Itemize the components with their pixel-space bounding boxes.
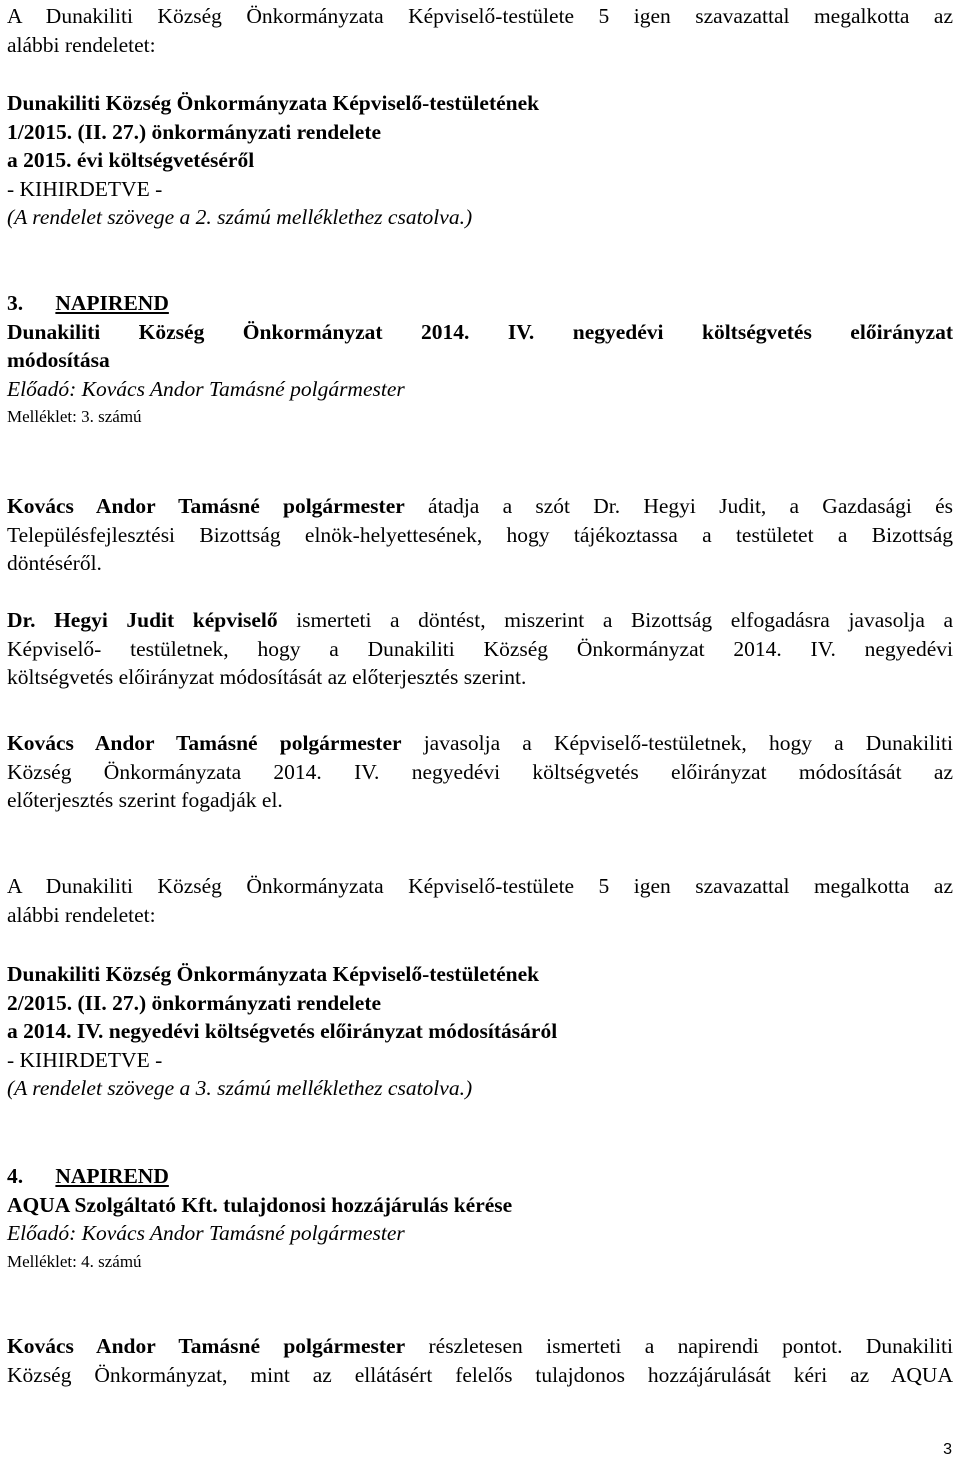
- paragraph-mayor-details: [7, 1332, 953, 1389]
- paragraph-line: költségvetés előirányzat módosítását az előterjesztés szerint.: [7, 665, 527, 689]
- paragraph-mayor-introduction: [7, 492, 953, 578]
- paragraph-line: [7, 1332, 953, 1361]
- resolution-1-title: [7, 89, 953, 232]
- speaker-name: Kovács Andor Tamásné polgármester: [7, 1334, 406, 1358]
- resolution-1-intro-line: alábbi rendeletet:: [7, 32, 156, 57]
- paragraph-text: átadja a szót Dr. Hegyi Judit, a Gazdasági és: [404, 494, 953, 518]
- resolution-2-title-line: a 2014. IV. negyedévi költségvetés előirányzat módosításáról: [7, 1019, 558, 1043]
- resolution-2-annex-note: (A rendelet szövege a 3. számú melléklethez csatolva.): [7, 1076, 473, 1100]
- agenda-item-3-title: Dunakiliti Község Önkormányzat 2014. IV. negyedévi költségvetés előirányzat: [7, 319, 953, 344]
- paragraph-line: [7, 492, 953, 521]
- agenda-item-3-title: módosítása: [7, 348, 110, 372]
- resolution-1-title-line: a 2015. évi költségvetéséről: [7, 148, 255, 172]
- agenda-item-4-title: AQUA Szolgáltató Kft. tulajdonosi hozzájárulás kérése: [7, 1192, 513, 1217]
- agenda-item-3-presenter: Előadó: Kovács Andor Tamásné polgármester: [7, 376, 405, 401]
- agenda-item-4-heading: [7, 1162, 953, 1191]
- paragraph-line: Településfejlesztési Bizottság elnök-helyettesének, hogy tájékoztassa a testületet a Bizottság: [7, 522, 953, 547]
- agenda-label: NAPIREND: [55, 1164, 169, 1188]
- paragraph-line: előterjesztés szerint fogadják el.: [7, 788, 283, 812]
- resolution-2-title-line: 2/2015. (II. 27.) önkormányzati rendelete: [7, 990, 382, 1015]
- agenda-item-4-presenter: Előadó: Kovács Andor Tamásné polgármester: [7, 1221, 405, 1245]
- paragraph-line: Község Önkormányzat, mint az ellátásért felelős tulajdonos hozzájárulását kéri az AQUA: [7, 1362, 953, 1387]
- resolution-2-intro-line: alábbi rendeletet:: [7, 902, 156, 927]
- agenda-item-4-attachment: Melléklet: 4. számú: [7, 1251, 142, 1271]
- paragraph-line: [7, 729, 953, 758]
- paragraph-committee-report: [7, 606, 953, 692]
- page-number: 3: [943, 1441, 952, 1458]
- paragraph-text: ismerteti a döntést, miszerint a Bizottság elfogadásra javasolja a: [277, 608, 953, 632]
- agenda-item-4: [7, 1162, 953, 1274]
- resolution-1-intro-line: A Dunakiliti Község Önkormányzata Képviselő-testülete 5 igen szavazattal megalkotta az: [7, 4, 953, 28]
- resolution-1-title-line: 1/2015. (II. 27.) önkormányzati rendelete: [7, 119, 382, 144]
- speaker-name: Kovács Andor Tamásné polgármester: [7, 731, 402, 755]
- paragraph-text: részletesen ismerteti a napirendi pontot. Dunakiliti: [405, 1334, 953, 1358]
- resolution-1-annex-note: (A rendelet szövege a 2. számú melléklethez csatolva.): [7, 205, 473, 229]
- speaker-name: Kovács Andor Tamásné polgármester: [7, 494, 405, 518]
- agenda-item-3-attachment: Melléklet: 3. számú: [7, 407, 142, 426]
- resolution-1-announce: - KIHIRDETVE -: [7, 176, 163, 201]
- resolution-2-announce: - KIHIRDETVE -: [7, 1047, 163, 1072]
- resolution-2-intro-line: A Dunakiliti Község Önkormányzata Képviselő-testülete 5 igen szavazattal megalkotta az: [7, 874, 953, 898]
- resolution-2-title: [7, 960, 953, 1103]
- resolution-1-title-line: Dunakiliti Község Önkormányzata Képviselő-testületének: [7, 91, 540, 115]
- paragraph-line: Község Önkormányzata 2014. IV. negyedévi költségvetés előirányzat módosítását az: [7, 759, 953, 784]
- agenda-item-3: [7, 289, 953, 429]
- agenda-number: 4.: [7, 1164, 24, 1188]
- agenda-label: NAPIREND: [55, 291, 169, 315]
- paragraph-line: döntéséről.: [7, 551, 102, 575]
- resolution-2-intro: [7, 872, 953, 929]
- resolution-2-title-line: Dunakiliti Község Önkormányzata Képviselő-testületének: [7, 962, 540, 986]
- agenda-item-3-heading: [7, 289, 953, 318]
- speaker-name: Dr. Hegyi Judit képviselő: [7, 608, 278, 632]
- paragraph-mayor-proposal: [7, 729, 953, 815]
- paragraph-text: javasolja a Képviselő-testületnek, hogy a Dunakiliti: [401, 731, 953, 755]
- resolution-1-intro: [7, 2, 953, 59]
- paragraph-line: [7, 606, 953, 635]
- agenda-number: 3.: [7, 291, 24, 315]
- paragraph-line: Képviselő- testületnek, hogy a Dunakiliti Község Önkormányzat 2014. IV. negyedévi: [7, 636, 953, 661]
